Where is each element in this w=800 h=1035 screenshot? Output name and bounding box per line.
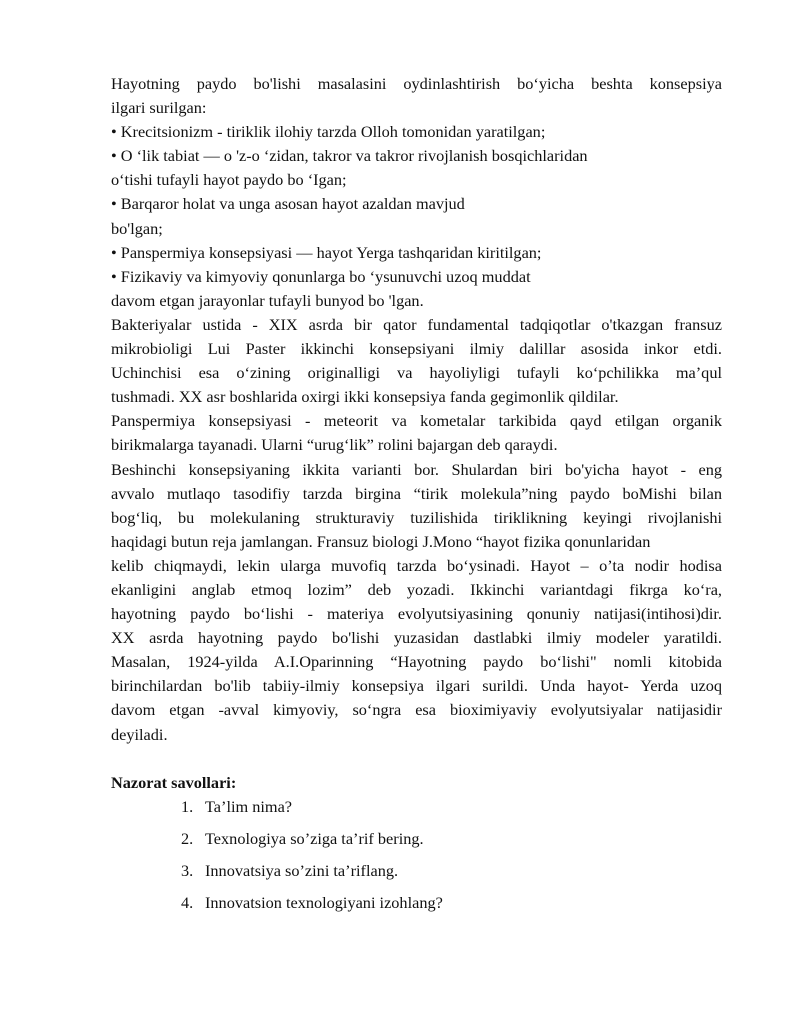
list-item xyxy=(181,827,722,851)
question-text: Ta’lim nima? xyxy=(205,796,293,816)
text-line: Panspermiya konsepsiyasi - meteorit va kometalar tarkibida qayd etilgan organik xyxy=(111,411,722,431)
text-line: Bakteriyalar ustida - XIX asrda bir qator fundamental tadqiqotlar o'tkazgan fransuz xyxy=(111,314,722,334)
text-line: birikmalarga tayanadi. Ularni “urug‘lik” rolini bajargan deb qaraydi. xyxy=(111,435,558,455)
text-line: mikrobioligi Lui Paster ikkinchi konsepsiyani ilmiy dalillar asosida inkor etdi. xyxy=(111,339,722,359)
section-spacer xyxy=(111,747,722,771)
bullet-line: o‘tishi tufayli hayot paydo bo ‘Igan; xyxy=(111,170,347,190)
intro-paragraph xyxy=(111,72,722,120)
text-line: Uchinchisi esa o‘zining originalligi va hayoliyligi tufayli ko‘pchilikka ma’qul xyxy=(111,363,722,383)
question-text: Texnologiya so’ziga ta’rif bering. xyxy=(205,828,424,848)
text-line: davom etgan -avval kimyoviy, so‘ngra esa bioximiyaviy evolyutsiyalar natijasidir xyxy=(111,700,722,720)
questions-list xyxy=(111,795,722,915)
list-item xyxy=(181,795,722,819)
bullet-line: bo'lgan; xyxy=(111,218,163,238)
text-line: bog‘liq, bu molekulaning strukturaviy tuzilishida tiriklikning keyingi rivojlanishi xyxy=(111,507,722,527)
text-line: Beshinchi konsepsiyaning ikkita varianti bor. Shulardan biri bo'yicha hayot - eng xyxy=(111,459,722,479)
text-line: avvalo mutlaqo tasodifiy tarzda birgina “tirik molekula”ning paydo boMishi bilan xyxy=(111,483,722,503)
text-line: Hayotning paydo bo'lishi masalasini oydinlashtirish bo‘yicha beshta konsepsiya xyxy=(111,74,722,93)
text-line: hayotning paydo bo‘lishi - materiya evolyutsiyasining qonuniy natijasi(intihosi)dir. xyxy=(111,604,722,624)
text-line: kelib chiqmaydi, lekin ularga muvofiq tarzda bo‘ysinadi. Hayot – o’ta nodir hodisa xyxy=(111,555,722,575)
list-item xyxy=(181,859,722,883)
question-text: Innovatsiya so’zini ta’riflang. xyxy=(205,860,399,880)
bullet-line: davom etgan jarayonlar tufayli bunyod bo 'lgan. xyxy=(111,290,424,310)
text-line: tushmadi. XX asr boshlarida oxirgi ikki konsepsiya fanda gegimonlik qildilar. xyxy=(111,387,619,407)
bullet-line: • Krecitsionizm - tiriklik ilohiy tarzda Olloh tomonidan yaratilgan; xyxy=(111,122,546,142)
fifth-concept-paragraph xyxy=(111,458,722,747)
bullet-line: • Fizikaviy va kimyoviy qonunlarga bo ‘ysunuvchi uzoq muddat xyxy=(111,266,531,286)
bullet-line: • O ‘lik tabiat — o 'z-o ‘zidan, takror va takror rivojlanish bosqichlaridan xyxy=(111,146,588,166)
text-line: birinchilardan bo'lib tabiiy-ilmiy konsepsiya ilgari surildi. Unda hayot- Yerda uzoq xyxy=(111,676,722,696)
bullet-line: • Barqaror holat va unga asosan hayot azaldan mavjud xyxy=(111,194,465,214)
bullet-line: • Panspermiya konsepsiyasi — hayot Yerga tashqaridan kiritilgan; xyxy=(111,242,542,262)
text-line: ekanligini anglab etmoq lozim” deb yozadi. Ikkinchi variantdagi fikrga ko‘ra, xyxy=(111,579,722,599)
question-number: 2. xyxy=(181,828,194,848)
question-number: 4. xyxy=(181,892,194,912)
questions-heading: Nazorat savollari: xyxy=(111,772,237,792)
panspermia-paragraph xyxy=(111,409,722,457)
text-line: Masalan, 1924-yilda A.I.Oparinning “Hayotning paydo bo‘lishi" nomli kitobida xyxy=(111,652,722,672)
question-number: 3. xyxy=(181,860,194,880)
text-line: haqidagi butun reja jamlangan. Fransuz biologi J.Mono “hayot fizika qonunlaridan xyxy=(111,531,651,551)
list-item xyxy=(181,891,722,915)
pasteur-paragraph xyxy=(111,313,722,409)
text-line: XX asrda hayotning paydo bo'lishi yuzasidan dastlabki ilmiy modeler yaratildi. xyxy=(111,628,722,648)
concept-bullet-list xyxy=(111,120,722,313)
text-line: ilgari surilgan: xyxy=(111,98,207,118)
question-number: 1. xyxy=(181,796,194,816)
text-line: deyiladi. xyxy=(111,724,168,744)
question-text: Innovatsion texnologiyani izohlang? xyxy=(205,892,443,912)
